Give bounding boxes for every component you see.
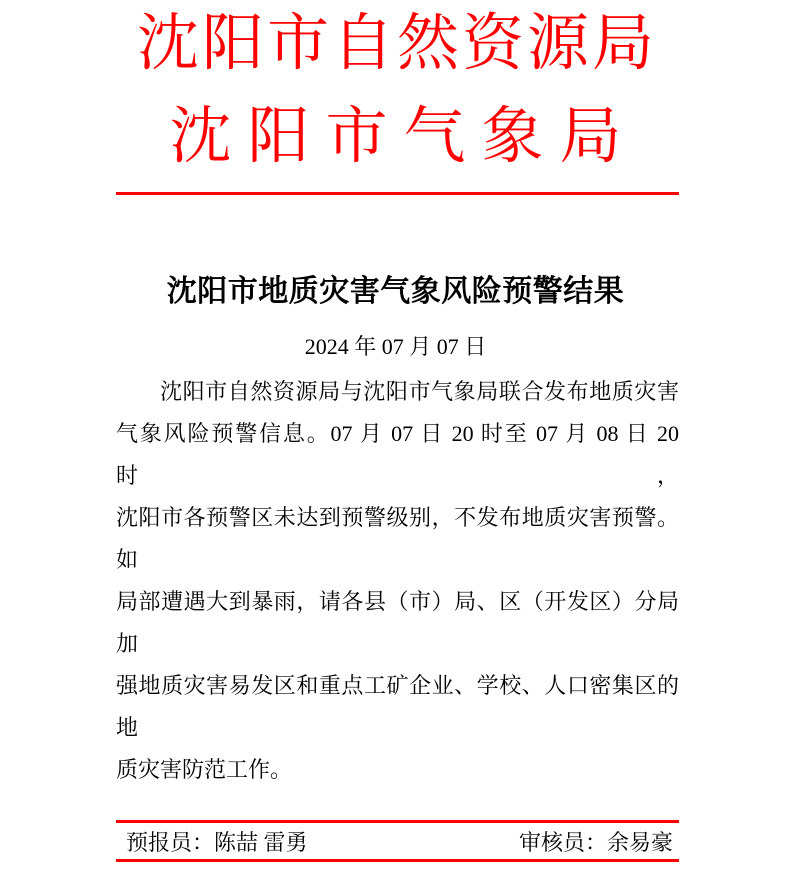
paragraph-line: 强地质灾害易发区和重点工矿企业、学校、人口密集区的地	[116, 673, 679, 740]
paragraph-line: 沈阳市自然资源局与沈阳市气象局联合发布地质灾害	[160, 379, 679, 404]
paragraph-line: 沈阳市各预警区未达到预警级别，不发布地质灾害预警。如	[116, 505, 679, 572]
forecaster-label: 预报员：	[126, 829, 215, 855]
signature-bar	[116, 820, 679, 862]
forecaster-names: 陈喆 雷勇	[214, 829, 308, 855]
org-name-line2: 沈阳市气象局	[169, 103, 638, 171]
reviewer-label: 审核员：	[518, 829, 607, 855]
warning-paragraph	[116, 371, 679, 791]
reviewer-names: 余易豪	[606, 829, 673, 855]
org-name-line1: 沈阳市自然资源局	[136, 10, 657, 78]
document-date: 2024 年 07 月 07 日	[304, 334, 487, 359]
red-letterhead	[0, 8, 791, 195]
reviewer-field	[519, 826, 673, 857]
letterhead-divider-line	[116, 192, 679, 195]
signature-row	[116, 823, 679, 859]
paragraph-line: 质灾害防范工作。	[116, 757, 293, 782]
document-body	[0, 273, 791, 791]
document-title: 沈阳市地质灾害气象风险预警结果	[166, 275, 625, 308]
paragraph-line: 局部遭遇大到暴雨，请各县（市）局、区（开发区）分局加	[116, 589, 679, 656]
forecaster-field	[126, 826, 308, 857]
paragraph-line: 气象风险预警信息。07 月 07 日 20 时至 07 月 08 日 20 时，	[116, 421, 679, 488]
